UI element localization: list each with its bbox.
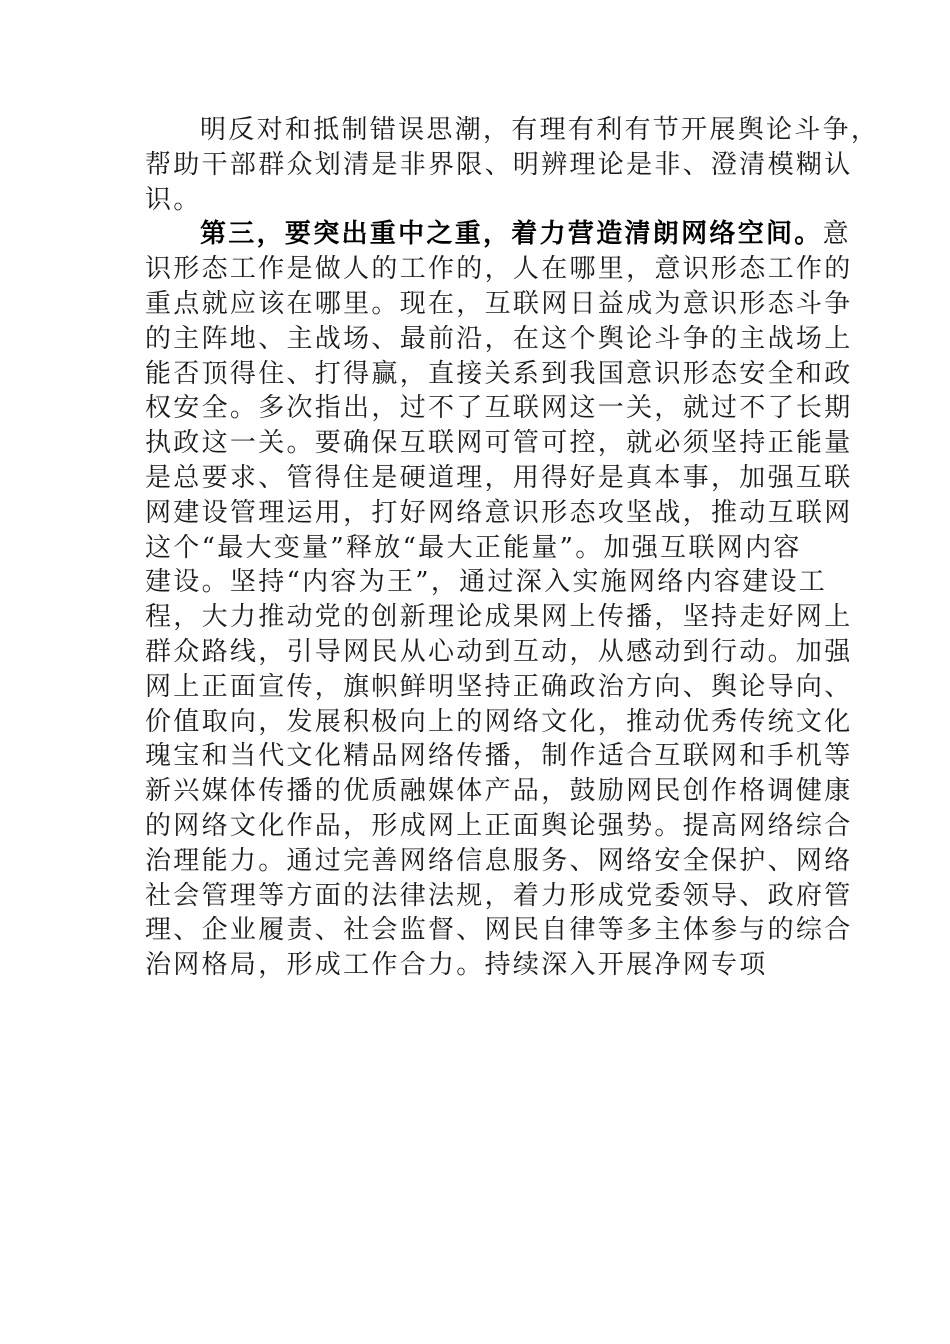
text-line: 这个“最大变量”释放“最大正能量”。加强互联网内容 bbox=[145, 532, 802, 563]
text-line: 瑰宝和当代文化精品网络传播，制作适合互联网和手机等 bbox=[145, 741, 853, 772]
text-line: 程，大力推动党的创新理论成果网上传播，坚持走好网上 bbox=[145, 602, 853, 633]
text-line: 重点就应该在哪里。现在，互联网日益成为意识形态斗争 bbox=[145, 288, 853, 319]
section-heading: 第三，要突出重中之重，着力营造清朗网络空间。 bbox=[200, 219, 823, 250]
text-line: 新兴媒体传播的优质融媒体产品，鼓励网民创作格调健康 bbox=[145, 776, 853, 807]
text-line: 网上正面宣传，旗帜鲜明坚持正确政治方向、舆论导向、 bbox=[145, 671, 853, 702]
text-line: 价值取向，发展积极向上的网络文化，推动优秀传统文化 bbox=[145, 706, 853, 737]
text-line: 治理能力。通过完善网络信息服务、网络安全保护、网络 bbox=[145, 845, 853, 876]
text-line: 执政这一关。要确保互联网可管可控，就必须坚持正能量 bbox=[145, 428, 853, 459]
text-line: 识。 bbox=[145, 184, 202, 215]
text-line: 明反对和抵制错误思潮，有理有利有节开展舆论斗争， bbox=[200, 115, 880, 145]
text-line: 社会管理等方面的法律法规，着力形成党委领导、政府管 bbox=[145, 880, 853, 911]
text-line: 识形态工作是做人的工作的，人在哪里，意识形态工作的 bbox=[145, 254, 853, 285]
body-text bbox=[145, 113, 880, 983]
text-line: 的主阵地、主战场、最前沿，在这个舆论斗争的主战场上 bbox=[145, 323, 853, 354]
text-line: 权安全。多次指出，过不了互联网这一关，就过不了长期 bbox=[145, 393, 853, 424]
text-line: 治网格局，形成工作合力。持续深入开展净网专项 bbox=[145, 950, 768, 981]
text-line: 理、企业履责、社会监督、网民自律等多主体参与的综合 bbox=[145, 915, 853, 946]
text-fragment: 意 bbox=[822, 219, 851, 250]
text-line: 是总要求、管得住是硬道理，用得好是真本事，加强互联 bbox=[145, 462, 853, 493]
text-line: 建设。坚持“内容为王”，通过深入实施网络内容建设工 bbox=[145, 567, 828, 598]
text-line: 能否顶得住、打得赢，直接关系到我国意识形态安全和政 bbox=[145, 358, 853, 389]
paragraph-heading-line bbox=[145, 217, 851, 252]
text-line: 帮助干部群众划清是非界限、明辨理论是非、澄清模糊认 bbox=[145, 149, 853, 180]
text-line: 网建设管理运用，打好网络意识形态攻坚战，推动互联网 bbox=[145, 497, 853, 528]
text-line: 群众路线，引导网民从心动到互动，从感动到行动。加强 bbox=[145, 636, 853, 667]
text-line: 的网络文化作品，形成网上正面舆论强势。提高网络综合 bbox=[145, 810, 853, 841]
